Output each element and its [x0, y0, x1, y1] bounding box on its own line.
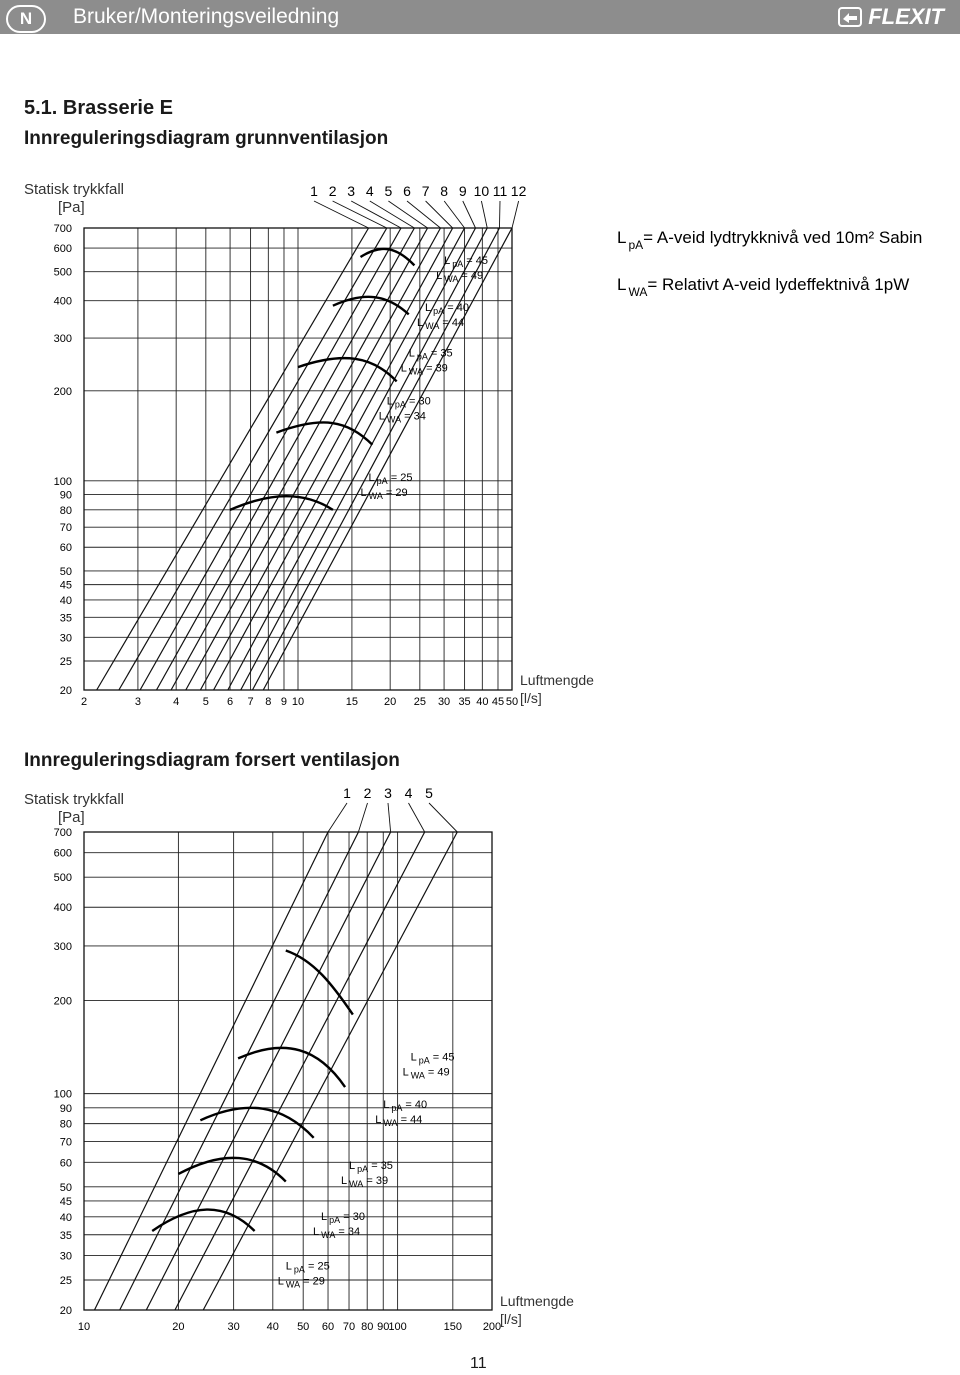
- iso-label-lwa: L $_{WA}$ = 49: [436, 270, 484, 285]
- y-tick-label: 600: [53, 847, 72, 860]
- iso-label-lwa: L $_{WA}$ = 29: [277, 1275, 325, 1290]
- setting-label-1: 1: [343, 785, 351, 801]
- forced-ventilation-chart: [24, 785, 574, 1333]
- y-tick-label: 30: [59, 632, 72, 645]
- setting-line-1: [97, 228, 369, 690]
- x-tick-label: 100: [388, 1321, 407, 1333]
- x-tick-label: 7: [247, 696, 254, 708]
- setting-leader-7: [426, 201, 453, 228]
- iso-label-lpa: L $_{pA}$ = 25: [368, 471, 413, 486]
- setting-label-3: 3: [384, 785, 392, 801]
- y-tick-label: 45: [59, 1195, 72, 1208]
- y-tick-label: 300: [53, 333, 72, 346]
- iso-label-lpa: L $_{pA}$ = 35: [349, 1160, 393, 1175]
- iso-label-lwa: L $_{WA}$ = 44: [417, 316, 465, 331]
- basic-ventilation-chart: [24, 181, 594, 708]
- iso-label-lwa: L $_{WA}$ = 29: [360, 486, 408, 501]
- y-tick-label: 35: [59, 612, 72, 625]
- setting-leader-10: [481, 201, 487, 228]
- y-axis-label: Statisk trykkfall: [24, 181, 125, 198]
- x-tick-label: 25: [413, 696, 426, 708]
- iso-sound-curve: [298, 358, 397, 381]
- y-tick-label: 40: [59, 594, 72, 607]
- setting-line-6: [186, 228, 441, 690]
- setting-leader-12: [512, 201, 519, 228]
- iso-label-lwa: L $_{WA}$ = 34: [313, 1226, 361, 1241]
- setting-leader-5: [429, 803, 457, 832]
- y-tick-label: 80: [59, 1118, 72, 1131]
- iso-label-lpa: L $_{pA}$ = 35: [408, 347, 453, 362]
- setting-line-3: [146, 832, 390, 1310]
- iso-label-lwa: L $_{WA}$ = 39: [400, 362, 448, 377]
- y-axis-label: Statisk trykkfall: [24, 791, 125, 808]
- setting-label-2: 2: [363, 785, 372, 801]
- x-tick-label: 8: [265, 696, 272, 708]
- x-tick-label: 20: [384, 696, 397, 708]
- x-tick-label: 150: [443, 1321, 462, 1333]
- document-title: Bruker/Monteringsveiledning: [73, 5, 340, 28]
- x-tick-label: 50: [505, 696, 519, 708]
- y-tick-label: 100: [53, 475, 72, 488]
- y-axis-unit: [Pa]: [58, 809, 85, 826]
- x-tick-label: 60: [321, 1321, 335, 1333]
- setting-label-7: 7: [421, 183, 430, 199]
- setting-label-5: 5: [425, 785, 433, 801]
- iso-sound-curve: [152, 1210, 254, 1231]
- setting-line-12: [263, 228, 512, 690]
- x-tick-label: 35: [458, 696, 471, 708]
- setting-label-12: 12: [510, 183, 527, 199]
- legend-lpa: L $_{pA}$= A-veid lydtrykknivå ved 10m² Sabin: [617, 228, 923, 252]
- setting-label-4: 4: [404, 785, 413, 801]
- iso-sound-curve: [286, 950, 353, 1014]
- x-axis-unit: [l/s]: [520, 690, 542, 706]
- x-tick-label: 30: [437, 696, 451, 708]
- x-tick-label: 4: [173, 696, 180, 708]
- y-tick-label: 70: [59, 522, 72, 535]
- chart-title-basic: Innreguleringsdiagram grunnventilasjon: [24, 128, 389, 149]
- setting-label-9: 9: [458, 183, 467, 199]
- setting-leader-4: [409, 803, 425, 832]
- y-tick-label: 60: [59, 1157, 72, 1170]
- setting-leader-6: [407, 201, 440, 228]
- x-tick-label: 10: [77, 1321, 91, 1333]
- page-number: 11: [470, 1355, 487, 1372]
- setting-leader-8: [444, 201, 464, 228]
- y-tick-label: 80: [59, 504, 72, 517]
- y-tick-label: 30: [59, 1250, 72, 1263]
- x-tick-label: 80: [361, 1321, 374, 1333]
- iso-label-lpa: L $_{pA}$ = 45: [410, 1051, 455, 1066]
- x-axis-label: Luftmengde: [500, 1293, 574, 1309]
- y-tick-label: 200: [53, 995, 72, 1008]
- y-tick-label: 50: [59, 1181, 72, 1194]
- setting-line-1: [94, 832, 328, 1310]
- y-tick-label: 500: [53, 872, 72, 885]
- setting-label-3: 3: [347, 183, 356, 199]
- x-tick-label: 10: [291, 696, 305, 708]
- y-tick-label: 25: [59, 656, 72, 669]
- x-tick-label: 30: [227, 1321, 240, 1333]
- x-tick-label: 40: [476, 696, 489, 708]
- x-tick-label: 3: [134, 696, 141, 708]
- legend-lwa: L $_{WA}$= Relativt A-veid lydeffektnivå 1pW: [617, 275, 910, 299]
- setting-label-8: 8: [440, 183, 449, 199]
- y-tick-label: 35: [59, 1229, 72, 1242]
- x-tick-label: 70: [342, 1321, 356, 1333]
- y-tick-label: 700: [53, 223, 72, 235]
- setting-line-7: [200, 228, 452, 690]
- iso-label-lpa: L $_{pA}$ = 40: [383, 1098, 428, 1113]
- x-tick-label: 50: [297, 1321, 310, 1333]
- setting-line-8: [214, 228, 465, 690]
- x-tick-label: 9: [280, 696, 288, 708]
- y-tick-label: 45: [59, 579, 72, 592]
- y-tick-label: 300: [53, 940, 72, 953]
- y-tick-label: 40: [59, 1211, 72, 1224]
- iso-label-lpa: L $_{pA}$ = 45: [444, 255, 488, 270]
- y-tick-label: 500: [53, 266, 72, 279]
- iso-label-lwa: L $_{WA}$ = 49: [402, 1066, 450, 1081]
- iso-label-lpa: L $_{pA}$ = 30: [321, 1211, 365, 1226]
- x-tick-label: 45: [491, 696, 505, 708]
- iso-label-lwa: L $_{WA}$ = 44: [375, 1113, 423, 1128]
- setting-label-6: 6: [403, 183, 411, 199]
- y-tick-label: 25: [59, 1274, 72, 1287]
- y-tick-label: 400: [53, 902, 72, 915]
- setting-label-11: 11: [492, 183, 508, 199]
- y-tick-label: 50: [59, 565, 72, 578]
- x-tick-label: 90: [377, 1321, 390, 1333]
- setting-line-5: [171, 228, 428, 690]
- iso-label-lpa: L $_{pA}$ = 40: [425, 301, 469, 316]
- setting-leader-1: [328, 803, 347, 832]
- iso-label-lpa: L $_{pA}$ = 30: [386, 395, 431, 410]
- language-badge: N: [6, 5, 46, 33]
- x-tick-label: 5: [202, 696, 209, 708]
- x-tick-label: 6: [227, 696, 234, 708]
- x-tick-label: 20: [172, 1321, 185, 1333]
- setting-label-5: 5: [384, 183, 393, 199]
- iso-label-lwa: L $_{WA}$ = 34: [378, 410, 426, 425]
- y-tick-label: 90: [59, 1102, 72, 1115]
- y-tick-label: 400: [53, 295, 72, 308]
- setting-leader-2: [358, 803, 367, 832]
- setting-label-1: 1: [310, 183, 318, 199]
- x-tick-label: 40: [266, 1321, 279, 1333]
- x-tick-label: 200: [482, 1321, 502, 1333]
- y-tick-label: 90: [59, 489, 72, 502]
- x-tick-label: 2: [80, 696, 88, 708]
- setting-leader-11: [499, 201, 500, 228]
- setting-label-10: 10: [473, 183, 490, 199]
- setting-line-2: [119, 228, 387, 690]
- y-tick-label: 70: [59, 1136, 72, 1149]
- x-axis-label: Luftmengde: [520, 672, 594, 688]
- iso-label-lwa: L $_{WA}$ = 39: [341, 1175, 389, 1190]
- setting-label-2: 2: [328, 183, 337, 199]
- iso-sound-curve: [276, 422, 372, 444]
- setting-leader-3: [388, 803, 391, 832]
- y-tick-label: 60: [59, 542, 72, 555]
- y-tick-label: 600: [53, 243, 72, 256]
- y-tick-label: 100: [53, 1088, 72, 1101]
- chart-title-forced: Innreguleringsdiagram forsert ventilasjon: [24, 750, 400, 771]
- x-tick-label: 15: [345, 696, 359, 708]
- brand-name: FLEXIT: [868, 4, 944, 29]
- x-axis-unit: [l/s]: [500, 1311, 522, 1327]
- iso-sound-curve: [238, 1048, 345, 1087]
- y-axis-unit: [Pa]: [58, 199, 85, 216]
- y-tick-label: 20: [59, 1305, 72, 1317]
- section-title: 5.1. Brasserie E: [24, 97, 173, 119]
- y-tick-label: 700: [53, 827, 72, 839]
- y-tick-label: 200: [53, 385, 72, 398]
- setting-label-4: 4: [365, 183, 374, 199]
- y-tick-label: 20: [59, 685, 72, 697]
- iso-label-lpa: L $_{pA}$ = 25: [285, 1260, 330, 1275]
- setting-leader-9: [463, 201, 476, 228]
